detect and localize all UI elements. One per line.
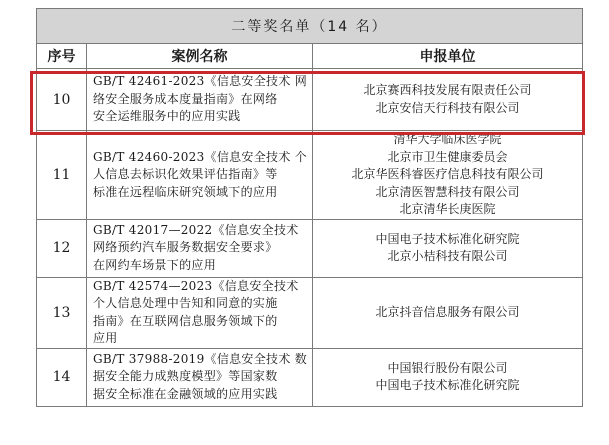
applicant-unit: 中国电子技术标准化研究院 (375, 231, 520, 246)
case-name-line: GB/T 37988-2019《信息安全技术 数 (93, 351, 308, 366)
table-row (37, 131, 583, 220)
case-name (87, 277, 313, 348)
case-name-line: 指南》在互联网信息服务领域下的 (93, 313, 278, 328)
applicant-unit: 北京清华长庚医院 (399, 202, 496, 216)
table-row (37, 277, 583, 348)
header-unit: 申报单位 (313, 44, 583, 69)
applicant-unit: 北京市卫生健康委员会 (387, 149, 508, 164)
case-name-line: 安全运维服务中的应用实践 (93, 109, 241, 124)
table-title: 二等奖名单（14 名） (37, 9, 583, 44)
case-name (87, 69, 313, 131)
case-name-line: 标准在远程临床研究领域下的应用 (93, 184, 278, 199)
applicant-unit: 中国电子技术标准化研究院 (375, 378, 520, 392)
case-name (87, 348, 313, 406)
case-name-line: 据安全标准在金融领域的应用实践 (93, 386, 278, 401)
case-name-line: GB/T 42574—2023《信息安全技术 (93, 278, 299, 293)
case-name (87, 131, 313, 220)
applicant-units (313, 277, 583, 348)
applicant-unit: 北京赛西科技发展有限责任公司 (363, 83, 532, 97)
applicant-unit: 北京华医科睿医疗信息科技有限公司 (351, 167, 544, 181)
applicant-unit: 清华大学临床医学院 (393, 132, 502, 146)
row-number: 10 (37, 69, 87, 131)
table-row (37, 69, 583, 131)
applicant-unit: 北京抖音信息服务有限公司 (375, 304, 520, 319)
case-name-line: 个人信息处理中告知和同意的实施 (93, 296, 278, 310)
row-number: 12 (37, 219, 87, 277)
applicant-unit: 北京安信天行科技有限公司 (375, 100, 520, 115)
case-name-line: GB/T 42461-2023《信息安全技术 网 (93, 74, 308, 89)
applicant-units (313, 131, 583, 220)
header-row (37, 44, 583, 69)
case-name-line: 在网约车场景下的应用 (93, 257, 217, 272)
row-number: 11 (37, 131, 87, 220)
applicant-units (313, 69, 583, 131)
case-name-line: 据安全能力成熟度模型》等国家数 (93, 369, 278, 384)
applicant-units (313, 348, 583, 406)
table-row (37, 348, 583, 406)
header-no: 序号 (37, 44, 87, 69)
applicant-unit: 中国银行股份有限公司 (387, 360, 508, 375)
case-name-line: GB/T 42017—2022《信息安全技术 (93, 222, 299, 237)
header-case: 案例名称 (87, 44, 313, 69)
award-table (36, 8, 583, 407)
table-title-row (37, 9, 583, 44)
case-name (87, 219, 313, 277)
applicant-unit: 北京清医智慧科技有限公司 (375, 184, 520, 199)
applicant-unit: 北京小桔科技有限公司 (387, 249, 508, 263)
case-name-line: GB/T 42460-2023《信息安全技术 个 (93, 149, 308, 164)
table-row (37, 219, 583, 277)
case-name-line: 应用 (93, 331, 118, 345)
case-name-line: 网络预约汽车服务数据安全要求》 (93, 240, 278, 255)
row-number: 14 (37, 348, 87, 406)
applicant-units (313, 219, 583, 277)
row-number: 13 (37, 277, 87, 348)
case-name-line: 人信息去标识化效果评估指南》等 (93, 167, 278, 181)
case-name-line: 络安全服务成本度量指南》在网络 (93, 91, 278, 106)
